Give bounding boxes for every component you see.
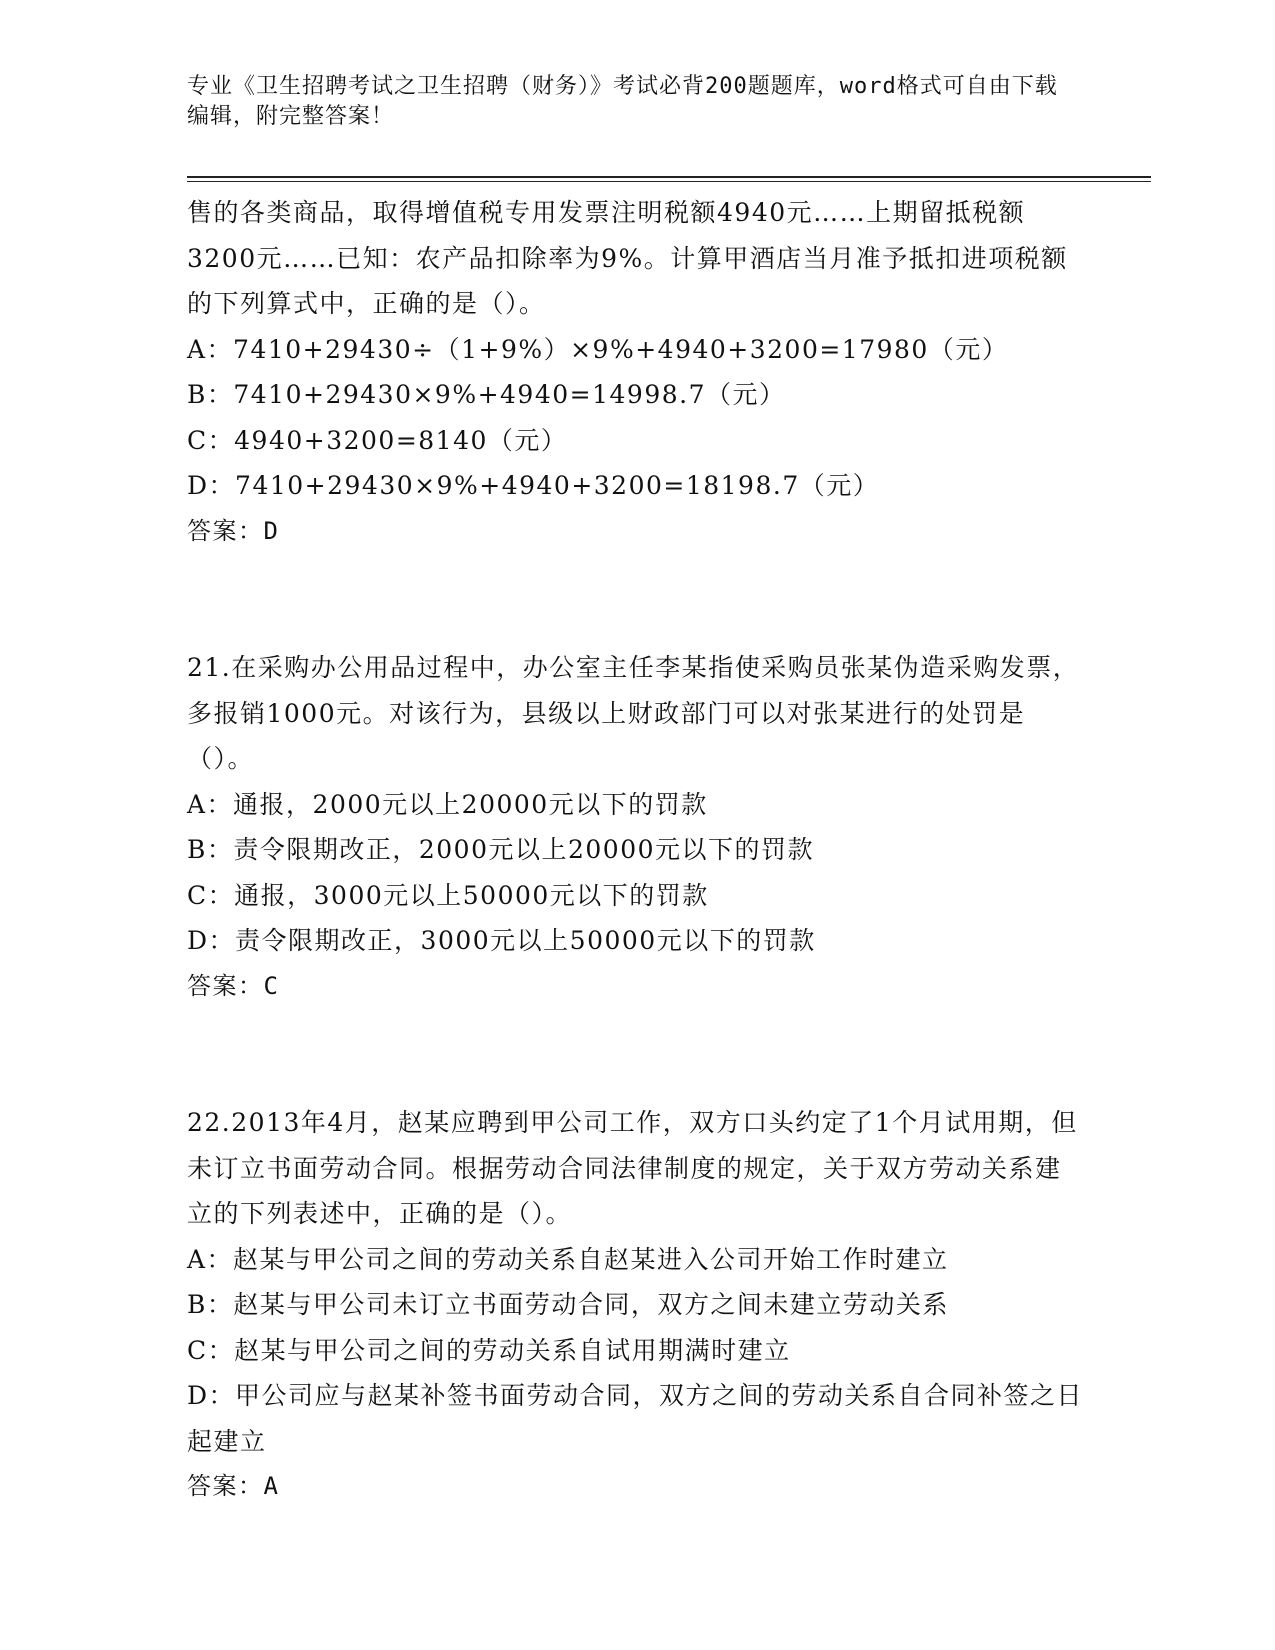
option-d: D：甲公司应与赵某补签书面劳动合同，双方之间的劳动关系自合同补签之日起建立 xyxy=(187,1381,1084,1456)
option-a: A：赵某与甲公司之间的劳动关系自赵某进入公司开始工作时建立 xyxy=(187,1244,949,1274)
question-list xyxy=(187,190,1087,1510)
question-block xyxy=(187,190,1087,554)
option-c: C：赵某与甲公司之间的劳动关系自试用期满时建立 xyxy=(187,1335,791,1365)
answer: 答案：C xyxy=(187,971,280,1000)
header-rule-thick xyxy=(187,176,1151,178)
option-b: B：赵某与甲公司未订立书面劳动合同，双方之间未建立劳动关系 xyxy=(187,1290,949,1319)
answer: 答案：D xyxy=(187,516,280,545)
option-d: D：7410+29430×9%+4940+3200=18198.7（元） xyxy=(187,471,880,500)
question-stem: 22.2013年4月，赵某应聘到甲公司工作，双方口头约定了1个月试用期，但未订立书面劳动合同。根据劳动合同法律制度的规定，关于双方劳动关系建立的下列表述中，正确的是（）。 xyxy=(187,1108,1078,1228)
option-a: A：通报，2000元以上20000元以下的罚款 xyxy=(187,789,708,819)
option-c: C：通报，3000元以上50000元以下的罚款 xyxy=(187,880,709,910)
question-stem: 售的各类商品，取得增值税专用发票注明税额4940元……上期留抵税额3200元……已知：农产品扣除率为9%。计算甲酒店当月准予抵扣进项税额的下列算式中，正确的是（）。 xyxy=(187,198,1068,318)
option-b: B：7410+29430×9%+4940=14998.7（元） xyxy=(187,380,786,409)
spacer xyxy=(187,1009,1087,1100)
option-a: A：7410+29430÷（1+9%）×9%+4940+3200=17980（元） xyxy=(187,334,1009,364)
answer: 答案：A xyxy=(187,1472,280,1500)
spacer xyxy=(187,554,1087,645)
option-d: D：责令限期改正，3000元以上50000元以下的罚款 xyxy=(187,926,816,955)
question-block xyxy=(187,1100,1087,1510)
question-stem: 21.在采购办公用品过程中，办公室主任李某指使采购员张某伪造采购发票，多报销1000元。对该行为，县级以上财政部门可以对张某进行的处罚是（）。 xyxy=(187,653,1080,773)
option-b: B：责令限期改正，2000元以上20000元以下的罚款 xyxy=(187,835,815,864)
page-header: 专业《卫生招聘考试之卫生招聘（财务）》考试必背200题题库，word格式可自由下载编辑，附完整答案！ xyxy=(187,74,1058,129)
option-c: C：4940+3200=8140（元） xyxy=(187,425,568,455)
question-block xyxy=(187,645,1087,1009)
header-rule-thin xyxy=(187,181,1151,182)
